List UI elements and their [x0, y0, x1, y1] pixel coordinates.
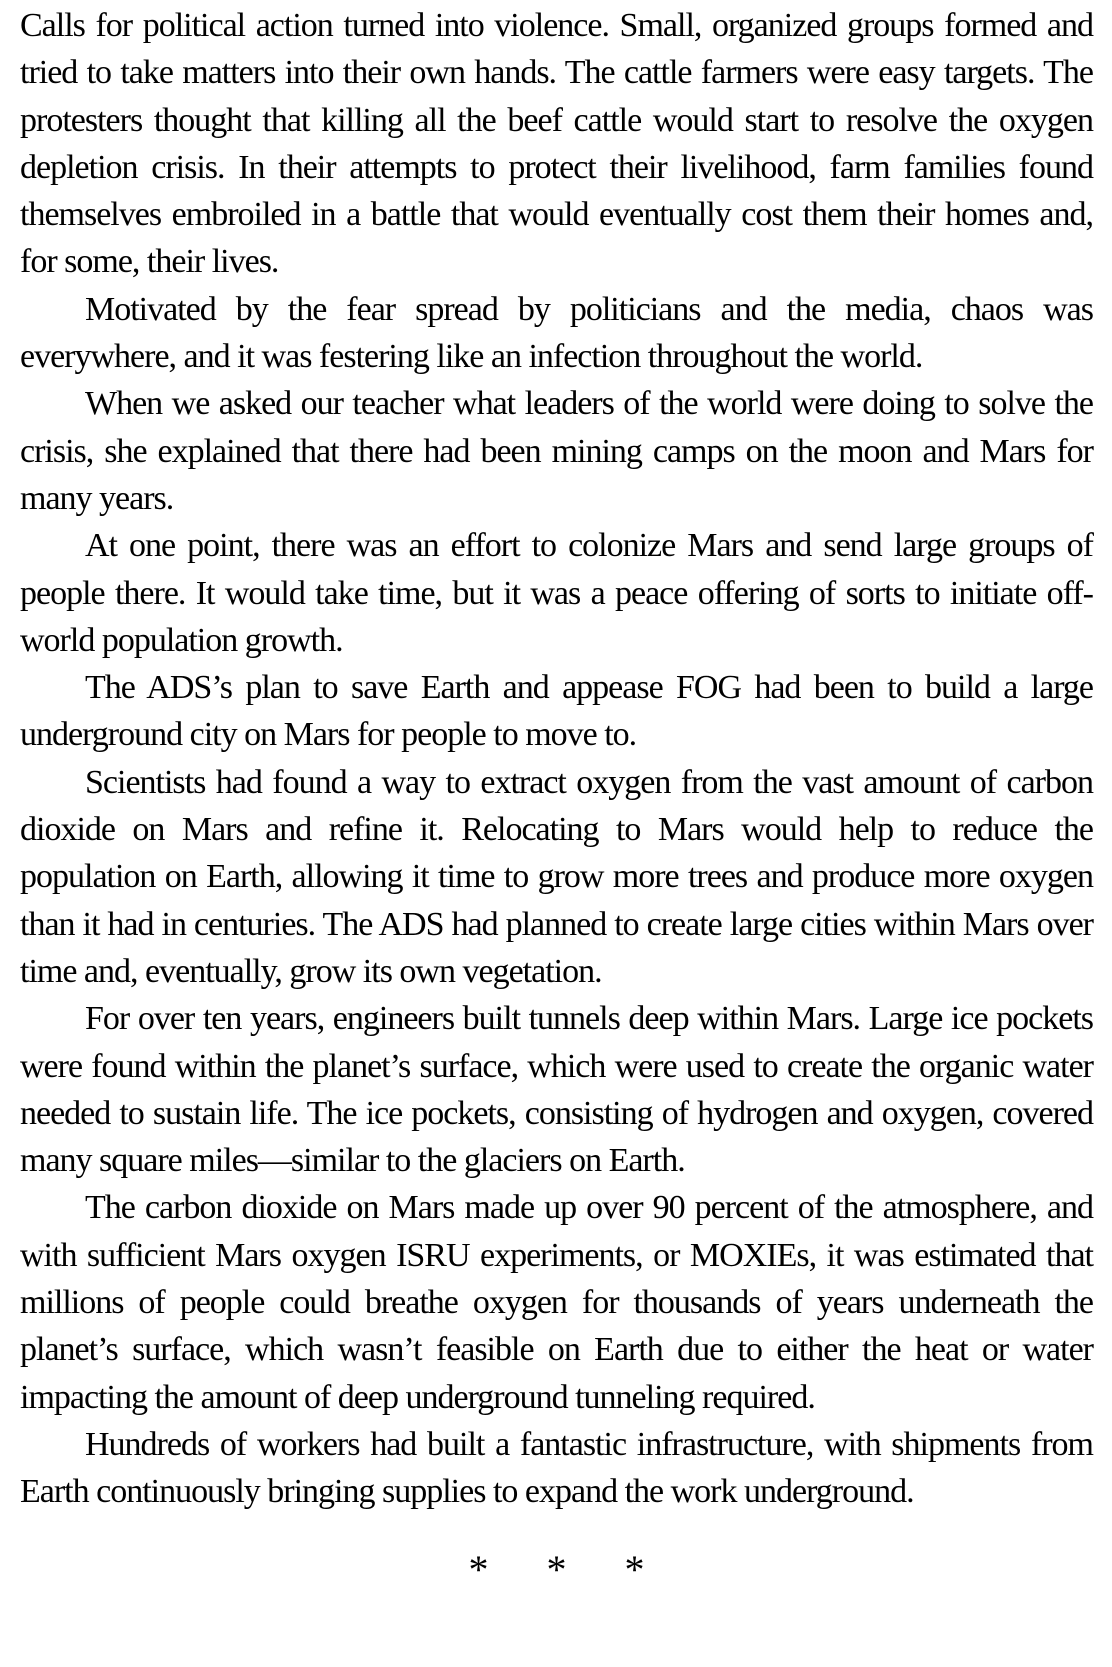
page-text: [20, 2, 1093, 1516]
paragraph-8: The carbon dioxide on Mars made up over 90 percent of the atmosphere, and with sufficient Mars oxygen ISRU experiments, or MOXIEs, it was estimated that millions of people could breathe oxygen for thousands of years underneath the planet’s surface, which wasn’t feasible on Earth due to either the heat or water impacting the amount of deep underground tunneling required.: [20, 1189, 1093, 1416]
section-break-asterisks: * * *: [468, 1546, 645, 1592]
paragraph-9: Hundreds of workers had built a fantastic infrastructure, with shipments from Earth continuously bringing supplies to expand the work underground.: [20, 1425, 1093, 1511]
paragraph-1: Calls for political action turned into violence. Small, organized groups formed and tried to take matters into their own hands. The cattle farmers were easy targets. The protesters thought that killing all the beef cattle would start to resolve the oxygen depletion crisis. In their attempts to protect their livelihood, farm families found themselves embroiled in a battle that would eventually cost them their homes and, for some, their lives.: [20, 7, 1093, 281]
paragraph-7: For over ten years, engineers built tunnels deep within Mars. Large ice pockets were found within the planet’s surface, which were used to create the organic water needed to sustain life. The ice pockets, consisting of hydrogen and oxygen, covered many square miles—similar to the glaciers on Earth.: [20, 1000, 1093, 1180]
paragraph-5: The ADS’s plan to save Earth and appease FOG had been to build a large underground city on Mars for people to move to.: [20, 669, 1093, 754]
paragraph-3: When we asked our teacher what leaders of the world were doing to solve the crisis, she explained that there had been mining camps on the moon and Mars for many years.: [20, 385, 1093, 517]
paragraph-2: Motivated by the fear spread by politicians and the media, chaos was everywhere, and it was festering like an infection throughout the world.: [20, 290, 1093, 376]
paragraph-6: Scientists had found a way to extract oxygen from the vast amount of carbon dioxide on Mars and refine it. Relocating to Mars would help to reduce the population on Earth, allowing it time to grow more trees and produce more oxygen than it had in centuries. The ADS had planned to create large cities within Mars over time and, eventually, grow its own vegetation.: [20, 763, 1093, 990]
paragraph-4: At one point, there was an effort to colonize Mars and send large groups of people there. It would take time, but it was a peace offering of sorts to initiate off-world population growth.: [20, 527, 1093, 659]
